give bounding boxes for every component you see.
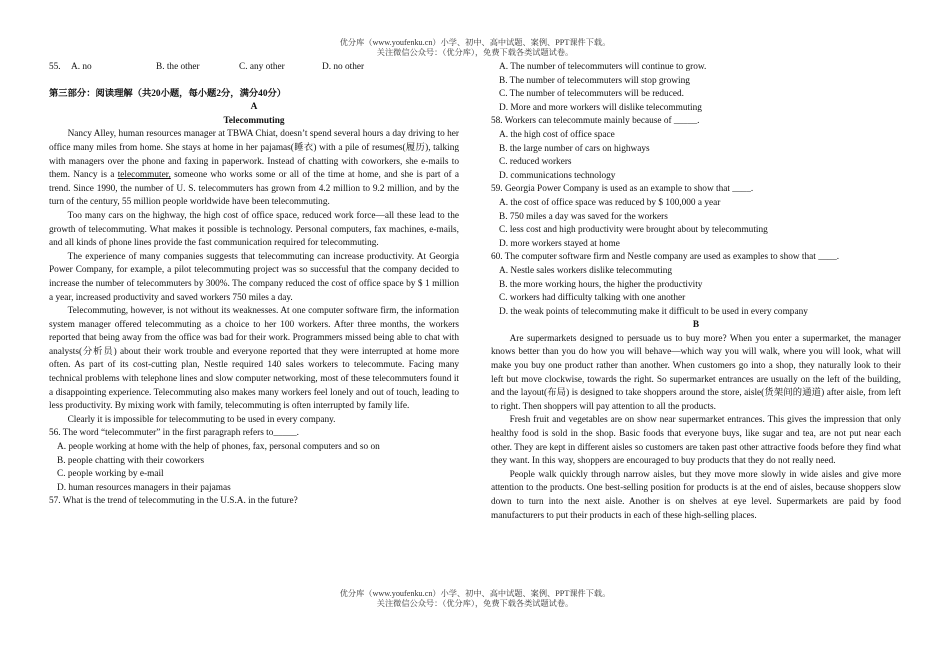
passage-a-paragraph-2: Too many cars on the highway, the high cost of office space, reduced work force—all these lead to the growth of telecommuting. What makes it possible is technology. Personal computers, fax machines, e-mails, and all kinds of phone lines provide the fast communication required for telecommuting. xyxy=(49,210,459,249)
right-column xyxy=(491,61,901,523)
q56-stem: 56. The word “telecommuter” in the first paragraph refers to_____. xyxy=(49,428,299,439)
q56-option-b: B. people chatting with their coworkers xyxy=(57,455,205,466)
q55-number: 55. xyxy=(49,62,61,72)
header-line-2: 关注微信公众号：（优分库），免费下载各类试题试卷。 xyxy=(376,48,574,57)
passage-a-paragraph-5: Clearly it is impossible for telecommuting to be used in every company. xyxy=(67,414,336,425)
left-column xyxy=(49,61,459,509)
q59-option-c: C. less cost and high productivity were brought about by telecommuting xyxy=(499,225,768,236)
q60-option-d: D. the weak points of telecommuting make it difficult to be used in every company xyxy=(499,306,808,317)
passage-a-paragraph-4: Telecommuting, however, is not without its weaknesses. At one computer software firm, the information system manager offered telecommuting as a choice to her 100 workers. After three months, the workers reported that being away from the office was bad for their work. Programmers missed being able to chat with analysts(分析员) about their work trouble and everyone reported that they were interrupted at home more often. As part of its cost-cutting plan, Nestle required 140 sales workers to telecommute. Facing many technical problems with telephone lines and slow computer networking, most of these telecommuters found it a disappointing experience. Telecommuting also makes many workers feel lonely and out of touch, leading to less productivity. By mixing work with family, telecommuting is often interrupted by family life. xyxy=(49,306,459,412)
p1-text-start: Nancy Alley, human resources manager at TBWA Chiat, doesn’t spend several hours a day driving to her office many miles from home. She stays at home in her pajamas(睡衣) with a pile of resumes(履历), talking with managers over the phone and faxing in paperwork. Instead of chatting with coworkers, she e-mails to them. Nancy is a xyxy=(49,129,459,181)
q57-option-b: B. The number of telecommuters will stop growing xyxy=(499,75,690,86)
q60-option-c: C. workers had difficulty talking with one another xyxy=(499,293,686,304)
passage-b-paragraph-3: People walk quickly through narrow aisles, but they move more slowly in wide aisles and give more attention to the products. One best-selling position for products is at the end of aisles, because shoppers slow down to turn into the next aisle. Another is on shelves at eye level. Supermarkets are paid by food manufacturers to put their products in each of these high-selling places. xyxy=(491,469,901,521)
passage-b-paragraph-1: Are supermarkets designed to persuade us to buy more? When you enter a supermarket, the manager knows better than you do how you will behave—which way you will walk, where you will look, what will make you buy one product rather than another. When customers go into a shop, they naturally look to their left but move clockwise, towards the right. So supermarket entrances are usually on the left of the building, and the layout(布局) is designed to take shoppers around the store, aisle(货架间的通道) after aisle, from left to right. Then shoppers will pay attention to all the products. xyxy=(491,333,901,412)
q58-option-b: B. the large number of cars on highways xyxy=(499,143,650,154)
q59-stem: 59. Georgia Power Company is used as an example to show that ____. xyxy=(491,184,754,195)
footer-line-2: 关注微信公众号：（优分库），免费下载各类试题试卷。 xyxy=(376,599,574,608)
q55-option-c: C. any other xyxy=(239,62,285,72)
q59-option-a: A. the cost of office space was reduced by $ 100,000 a year xyxy=(499,197,721,208)
q56-option-a: A. people working at home with the help of phones, fax, personal computers and so on xyxy=(57,442,380,453)
p1-underlined-term: telecommuter, xyxy=(117,170,171,181)
passage-a-paragraph-3: The experience of many companies suggests that telecommuting can increase productivity. At Georgia Power Company, for example, a pilot telecommuting project was so successful that the company decided to increase the number of telecommuters by 300%. The company reduced the cost of office space by $ 1 million a year, increased productivity and saved workers 750 miles a day. xyxy=(49,251,459,303)
q58-option-c: C. reduced workers xyxy=(499,157,572,168)
passage-a-title: Telecommuting xyxy=(223,115,285,126)
q60-option-b: B. the more working hours, the higher the productivity xyxy=(499,279,703,290)
q59-option-d: D. more workers stayed at home xyxy=(499,238,620,249)
q56-option-c: C. people working by e-mail xyxy=(57,469,164,480)
footer-line-1: 优分库（www.youfenku.cn）小学、初中、高中试题、案例、PPT课件下载。 xyxy=(339,589,611,598)
q58-option-d: D. communications technology xyxy=(499,170,616,181)
q55-option-b: B. the other xyxy=(156,62,200,72)
q60-option-a: A. Nestle sales workers dislike telecommuting xyxy=(499,265,672,276)
passage-b-paragraph-2: Fresh fruit and vegetables are on show near supermarket entrances. This gives the impression that only healthy food is sold in the shop. Basic foods that everyone buys, like sugar and tea, are not put near each other. They are kept in different aisles so customers are taken past other attractive foods before they find what they want. In this way, shoppers are encouraged to buy products that they do not really need. xyxy=(491,415,901,467)
q57-option-c: C. The number of telecommuters will be reduced. xyxy=(499,89,684,100)
q58-stem: 58. Workers can telecommute mainly because of _____. xyxy=(491,116,700,127)
q59-option-b: B. 750 miles a day was saved for the workers xyxy=(499,211,668,222)
section3-heading: 第三部分：阅读理解（共20小题，每小题2分，满分40分） xyxy=(49,88,287,99)
q56-option-d: D. human resources managers in their pajamas xyxy=(57,482,231,493)
q60-stem: 60. The computer software firm and Nestle company are used as examples to show that ____. xyxy=(491,252,840,263)
q58-option-a: A. the high cost of office space xyxy=(499,129,615,140)
page-header xyxy=(0,38,950,58)
passage-a-paragraph-1 xyxy=(49,128,459,210)
q55-option-d: D. no other xyxy=(322,62,365,72)
q57-option-a: A. The number of telecommuters will continue to grow. xyxy=(499,62,707,72)
page-footer xyxy=(0,589,950,609)
question-55 xyxy=(49,61,459,75)
header-line-1: 优分库（www.youfenku.cn）小学、初中、高中试题、案例、PPT课件下载。 xyxy=(339,38,611,47)
q57-stem: 57. What is the trend of telecommuting in the U.S.A. in the future? xyxy=(49,496,298,507)
passage-b-label: B xyxy=(692,320,700,331)
q55-option-a: A. no xyxy=(71,62,92,72)
q57-option-d: D. More and more workers will dislike telecommuting xyxy=(499,102,702,113)
p1-text-end: someone who works some or all of the time at home, and she is part of a trend. Since 1990, the number of U. S. telecommuters has grown from 4.2 million to 9.2 million, and by the turn of the century, 55 million people worldwide have been telecommuting. xyxy=(49,170,459,208)
passage-a-label: A xyxy=(250,102,258,113)
